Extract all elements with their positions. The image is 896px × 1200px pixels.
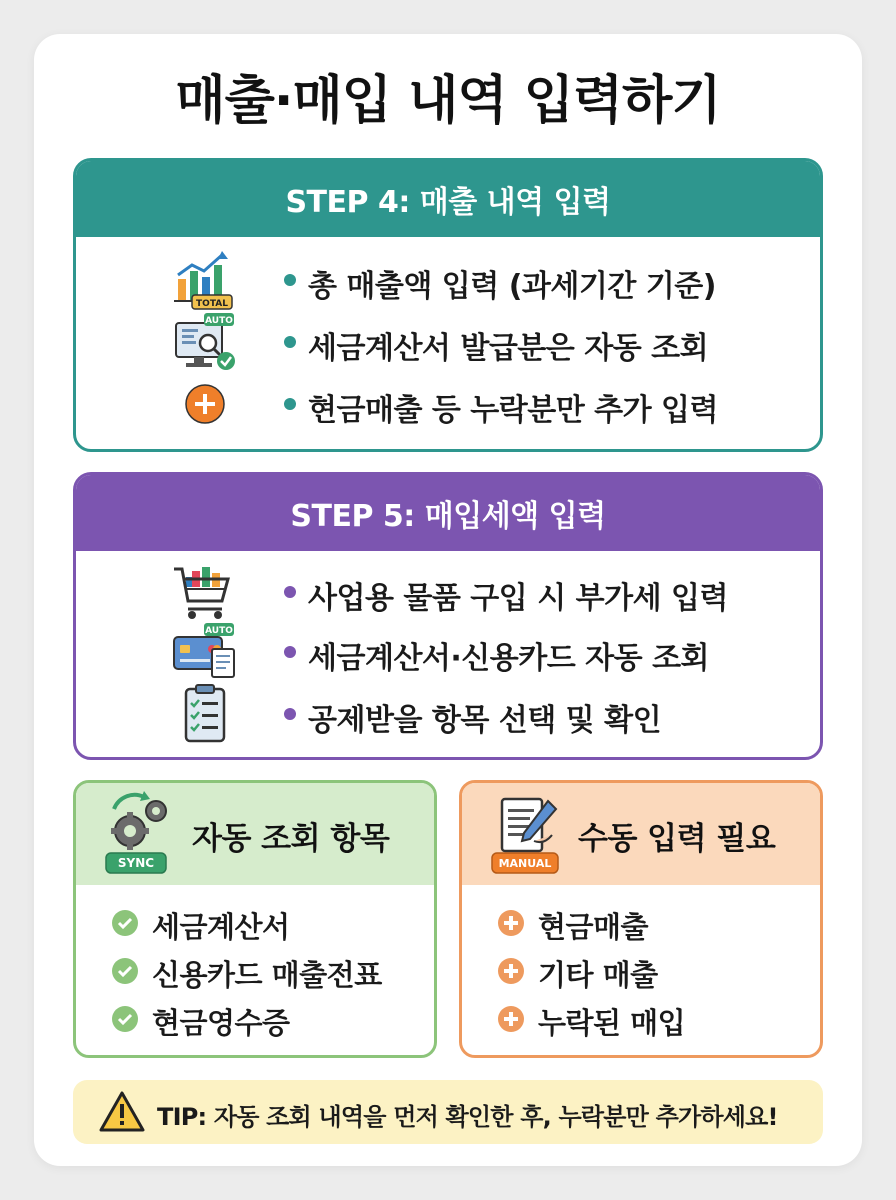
- plus-circle-icon: [498, 958, 524, 984]
- manual-entry-title: 수동 입력 필요: [578, 821, 776, 857]
- clipboard-checklist-icon: [172, 683, 238, 745]
- step5-item: [76, 561, 820, 623]
- sync-gears-icon: [104, 791, 176, 877]
- svg-text:AUTO: AUTO: [205, 626, 233, 636]
- bullet-dot: [284, 398, 296, 410]
- auto-lookup-title: 자동 조회 항목: [192, 821, 390, 857]
- bullet-dot: [284, 646, 296, 658]
- step5-item-text: 세금계산서·신용카드 자동 조회: [308, 641, 710, 676]
- step5-item-text: 공제받을 항목 선택 및 확인: [308, 703, 662, 738]
- bullet-dot: [284, 274, 296, 286]
- bullet-dot: [284, 336, 296, 348]
- auto-lookup-item-text: 신용카드 매출전표: [152, 958, 382, 992]
- manual-entry-item: [498, 901, 798, 945]
- warning-icon: [99, 1090, 145, 1134]
- auto-lookup-item: [112, 997, 412, 1041]
- step5-item: [76, 621, 820, 683]
- tip-text: TIP: 자동 조회 내역을 먼저 확인한 후, 누락분만 추가하세요!: [157, 1103, 778, 1131]
- check-circle-icon: [112, 958, 138, 984]
- auto-lookup-item: [112, 901, 412, 945]
- manual-entry-item: [498, 997, 798, 1041]
- check-circle-icon: [112, 910, 138, 936]
- step4-item: [76, 373, 820, 435]
- manual-entry-box: [459, 780, 823, 1058]
- step4-panel: [73, 158, 823, 452]
- step4-item: [76, 249, 820, 311]
- step4-item-text: 현금매출 등 누락분만 추가 입력: [308, 393, 719, 428]
- manual-entry-item-text: 현금매출: [538, 910, 649, 944]
- manual-entry-item-text: 기타 매출: [538, 958, 658, 992]
- step4-item-text: 총 매출액 입력 (과세기간 기준): [308, 269, 716, 304]
- svg-text:AUTO: AUTO: [205, 316, 233, 326]
- step5-panel: [73, 472, 823, 760]
- plus-circle-icon: [498, 1006, 524, 1032]
- tip-banner: [73, 1080, 823, 1144]
- check-circle-icon: [112, 1006, 138, 1032]
- svg-text:SYNC: SYNC: [117, 856, 155, 870]
- bullet-dot: [284, 708, 296, 720]
- plus-circle-icon: [172, 373, 238, 435]
- manual-entry-item-text: 누락된 매입: [538, 1006, 686, 1040]
- step5-header: STEP 5: 매입세액 입력: [76, 475, 820, 551]
- step4-item-text: 세금계산서 발급분은 자동 조회: [308, 331, 709, 366]
- shopping-cart-icon: [172, 561, 238, 623]
- svg-text:MANUAL: MANUAL: [498, 857, 552, 870]
- auto-lookup-item-text: 세금계산서: [152, 910, 290, 944]
- step5-item-text: 사업용 물품 구입 시 부가세 입력: [308, 581, 728, 616]
- bullet-dot: [284, 586, 296, 598]
- svg-text:TOTAL: TOTAL: [196, 299, 228, 309]
- plus-circle-icon: [498, 910, 524, 936]
- auto-lookup-box: [73, 780, 437, 1058]
- manual-entry-header: [462, 783, 820, 885]
- monitor-search-auto-icon: [172, 311, 238, 373]
- step4-item: [76, 311, 820, 373]
- step4-header: STEP 4: 매출 내역 입력: [76, 161, 820, 237]
- page-title: 매출·매입 내역 입력하기: [175, 71, 721, 131]
- bar-chart-total-icon: [172, 249, 238, 311]
- auto-lookup-header: [76, 783, 434, 885]
- credit-card-auto-icon: [172, 621, 238, 683]
- auto-lookup-item-text: 현금영수증: [152, 1006, 290, 1040]
- auto-lookup-item: [112, 949, 412, 993]
- manual-entry-item: [498, 949, 798, 993]
- manual-document-pen-icon: [490, 791, 562, 877]
- step5-item: [76, 683, 820, 745]
